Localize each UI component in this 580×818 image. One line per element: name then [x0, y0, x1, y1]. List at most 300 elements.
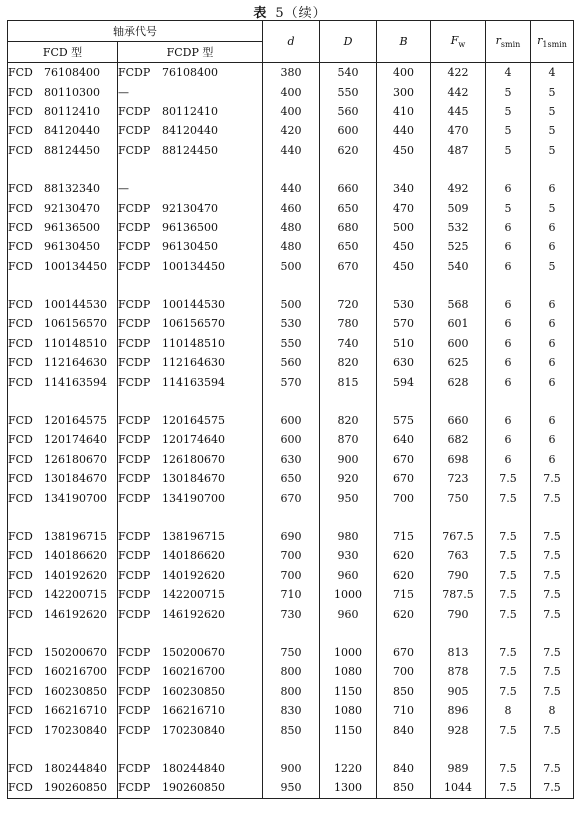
- table-row: [8, 488, 574, 507]
- rsmin-cell: 6: [486, 314, 531, 333]
- B-cell: 840: [377, 720, 431, 739]
- rsmin-cell: 5: [486, 102, 531, 121]
- fcdp-code-cell: FCDP 170230840: [118, 720, 263, 739]
- fcdp-code-cell: FCDP 84120440: [118, 121, 263, 140]
- B-cell: 640: [377, 430, 431, 449]
- fcd-code-cell: FCD 80110300: [8, 82, 118, 101]
- group-spacer: [8, 740, 574, 759]
- D-cell: 680: [320, 218, 377, 237]
- fcd-code-cell: FCD 190260850: [8, 778, 118, 798]
- D-cell: 1000: [320, 643, 377, 662]
- r1smin-cell: 6: [531, 450, 574, 469]
- rsmin-cell: 6: [486, 179, 531, 198]
- B-cell: 620: [377, 566, 431, 585]
- rsmin-cell: 6: [486, 372, 531, 391]
- Fw-cell: 525: [431, 237, 486, 256]
- table-row: [8, 218, 574, 237]
- B-cell: 450: [377, 237, 431, 256]
- d-cell: 480: [263, 237, 320, 256]
- B-cell: 620: [377, 546, 431, 565]
- d-cell: 850: [263, 720, 320, 739]
- fcdp-code-cell: FCDP 142200715: [118, 585, 263, 604]
- d-cell: 690: [263, 527, 320, 546]
- d-cell: 400: [263, 82, 320, 101]
- Fw-cell: 568: [431, 295, 486, 314]
- D-cell: 720: [320, 295, 377, 314]
- fcd-code-cell: FCD 126180670: [8, 450, 118, 469]
- Fw-cell: 660: [431, 411, 486, 430]
- fcdp-code-cell: FCDP 180244840: [118, 759, 263, 778]
- table-row: [8, 314, 574, 333]
- d-cell: 700: [263, 566, 320, 585]
- table-row: [8, 63, 574, 83]
- fcdp-code-cell: FCDP 134190700: [118, 488, 263, 507]
- rsmin-cell: 5: [486, 82, 531, 101]
- fcd-code-cell: FCD 110148510: [8, 334, 118, 353]
- B-cell: 670: [377, 643, 431, 662]
- fcdp-code-cell: FCDP 160230850: [118, 682, 263, 701]
- table-row: [8, 121, 574, 140]
- fcdp-code-cell: FCDP 106156570: [118, 314, 263, 333]
- d-cell: 500: [263, 295, 320, 314]
- Fw-cell: 928: [431, 720, 486, 739]
- B-cell: 620: [377, 604, 431, 623]
- fcdp-code-cell: FCDP 80112410: [118, 102, 263, 121]
- fcdp-code-cell: FCDP 160216700: [118, 662, 263, 681]
- fcd-code-cell: FCD 180244840: [8, 759, 118, 778]
- Fw-cell: 698: [431, 450, 486, 469]
- header-Fw: $F_w$: [431, 21, 486, 63]
- fcd-code-cell: FCD 142200715: [8, 585, 118, 604]
- table-row: [8, 102, 574, 121]
- Fw-cell: 790: [431, 566, 486, 585]
- d-cell: 460: [263, 198, 320, 217]
- Fw-cell: 442: [431, 82, 486, 101]
- table-row: [8, 237, 574, 256]
- fcd-code-cell: FCD 76108400: [8, 63, 118, 83]
- D-cell: 650: [320, 237, 377, 256]
- Fw-cell: 487: [431, 141, 486, 160]
- table-row: [8, 295, 574, 314]
- Fw-cell: 767.5: [431, 527, 486, 546]
- r1smin-cell: 5: [531, 102, 574, 121]
- rsmin-cell: 7.5: [486, 643, 531, 662]
- header-rsmin: $r_{smin}$: [486, 21, 531, 63]
- d-cell: 830: [263, 701, 320, 720]
- D-cell: 870: [320, 430, 377, 449]
- r1smin-cell: 7.5: [531, 682, 574, 701]
- r1smin-cell: 6: [531, 334, 574, 353]
- d-cell: 800: [263, 682, 320, 701]
- rsmin-cell: 7.5: [486, 566, 531, 585]
- fcd-code-cell: FCD 120174640: [8, 430, 118, 449]
- fcd-code-cell: FCD 160230850: [8, 682, 118, 701]
- header-bearing-code: 轴承代号: [8, 21, 263, 42]
- r1smin-cell: 4: [531, 63, 574, 83]
- D-cell: 920: [320, 469, 377, 488]
- D-cell: 560: [320, 102, 377, 121]
- table-row: [8, 604, 574, 623]
- d-cell: 730: [263, 604, 320, 623]
- d-cell: 630: [263, 450, 320, 469]
- rsmin-cell: 7.5: [486, 759, 531, 778]
- r1smin-cell: 5: [531, 82, 574, 101]
- D-cell: 815: [320, 372, 377, 391]
- r1smin-cell: 7.5: [531, 488, 574, 507]
- fcdp-code-cell: FCDP 112164630: [118, 353, 263, 372]
- d-cell: 420: [263, 121, 320, 140]
- fcdp-code-cell: FCDP 138196715: [118, 527, 263, 546]
- B-cell: 500: [377, 218, 431, 237]
- fcd-code-cell: FCD 96136500: [8, 218, 118, 237]
- B-cell: 715: [377, 585, 431, 604]
- fcd-code-cell: FCD 150200670: [8, 643, 118, 662]
- rsmin-cell: 6: [486, 411, 531, 430]
- Fw-cell: 509: [431, 198, 486, 217]
- rsmin-cell: 6: [486, 257, 531, 276]
- D-cell: 820: [320, 411, 377, 430]
- r1smin-cell: 7.5: [531, 643, 574, 662]
- Fw-cell: 600: [431, 334, 486, 353]
- r1smin-cell: 6: [531, 314, 574, 333]
- d-cell: 400: [263, 102, 320, 121]
- fcdp-code-cell: —: [118, 82, 263, 101]
- D-cell: 980: [320, 527, 377, 546]
- r1smin-cell: 7.5: [531, 720, 574, 739]
- rsmin-cell: 7.5: [486, 488, 531, 507]
- rsmin-cell: 6: [486, 237, 531, 256]
- Fw-cell: 878: [431, 662, 486, 681]
- D-cell: 960: [320, 604, 377, 623]
- r1smin-cell: 7.5: [531, 469, 574, 488]
- d-cell: 570: [263, 372, 320, 391]
- r1smin-cell: 6: [531, 372, 574, 391]
- Fw-cell: 790: [431, 604, 486, 623]
- fcd-code-cell: FCD 88132340: [8, 179, 118, 198]
- header-r1smin: $r_{1smin}$: [531, 21, 574, 63]
- table-row: [8, 585, 574, 604]
- r1smin-cell: 5: [531, 121, 574, 140]
- D-cell: 1150: [320, 720, 377, 739]
- fcdp-code-cell: FCDP 120174640: [118, 430, 263, 449]
- r1smin-cell: 6: [531, 430, 574, 449]
- D-cell: 540: [320, 63, 377, 83]
- B-cell: 670: [377, 469, 431, 488]
- fcd-code-cell: FCD 140186620: [8, 546, 118, 565]
- d-cell: 750: [263, 643, 320, 662]
- r1smin-cell: 7.5: [531, 778, 574, 798]
- Fw-cell: 625: [431, 353, 486, 372]
- D-cell: 660: [320, 179, 377, 198]
- Fw-cell: 989: [431, 759, 486, 778]
- d-cell: 650: [263, 469, 320, 488]
- fcdp-code-cell: FCDP 140192620: [118, 566, 263, 585]
- fcdp-code-cell: FCDP 96136500: [118, 218, 263, 237]
- rsmin-cell: 6: [486, 218, 531, 237]
- Fw-cell: 445: [431, 102, 486, 121]
- d-cell: 480: [263, 218, 320, 237]
- B-cell: 440: [377, 121, 431, 140]
- table-body: [8, 63, 574, 799]
- Fw-cell: 813: [431, 643, 486, 662]
- Fw-cell: 763: [431, 546, 486, 565]
- fcd-code-cell: FCD 100144530: [8, 295, 118, 314]
- rsmin-cell: 7.5: [486, 604, 531, 623]
- d-cell: 550: [263, 334, 320, 353]
- r1smin-cell: 7.5: [531, 759, 574, 778]
- B-cell: 594: [377, 372, 431, 391]
- fcdp-code-cell: FCDP 140186620: [118, 546, 263, 565]
- B-cell: 850: [377, 682, 431, 701]
- r1smin-cell: 7.5: [531, 566, 574, 585]
- D-cell: 820: [320, 353, 377, 372]
- table-row: [8, 643, 574, 662]
- d-cell: 560: [263, 353, 320, 372]
- fcd-code-cell: FCD 106156570: [8, 314, 118, 333]
- fcd-code-cell: FCD 120164575: [8, 411, 118, 430]
- Fw-cell: 682: [431, 430, 486, 449]
- B-cell: 470: [377, 198, 431, 217]
- fcd-code-cell: FCD 88124450: [8, 141, 118, 160]
- table-row: [8, 682, 574, 701]
- table-title-text: 5（续）: [275, 6, 327, 21]
- r1smin-cell: 8: [531, 701, 574, 720]
- D-cell: 600: [320, 121, 377, 140]
- group-spacer: [8, 392, 574, 411]
- r1smin-cell: 6: [531, 295, 574, 314]
- group-spacer: [8, 508, 574, 527]
- fcdp-code-cell: FCDP 114163594: [118, 372, 263, 391]
- fcd-code-cell: FCD 160216700: [8, 662, 118, 681]
- Fw-cell: 628: [431, 372, 486, 391]
- rsmin-cell: 8: [486, 701, 531, 720]
- Fw-cell: 422: [431, 63, 486, 83]
- fcdp-code-cell: FCDP 92130470: [118, 198, 263, 217]
- fcdp-code-cell: FCDP 88124450: [118, 141, 263, 160]
- r1smin-cell: 7.5: [531, 585, 574, 604]
- D-cell: 780: [320, 314, 377, 333]
- B-cell: 715: [377, 527, 431, 546]
- fcd-code-cell: FCD 170230840: [8, 720, 118, 739]
- table-row: [8, 198, 574, 217]
- rsmin-cell: 6: [486, 295, 531, 314]
- D-cell: 1080: [320, 701, 377, 720]
- B-cell: 410: [377, 102, 431, 121]
- fcd-code-cell: FCD 112164630: [8, 353, 118, 372]
- fcdp-code-cell: FCDP 100134450: [118, 257, 263, 276]
- Fw-cell: 540: [431, 257, 486, 276]
- d-cell: 380: [263, 63, 320, 83]
- table-row: [8, 353, 574, 372]
- rsmin-cell: 7.5: [486, 720, 531, 739]
- Fw-cell: 1044: [431, 778, 486, 798]
- Fw-cell: 905: [431, 682, 486, 701]
- table-row: [8, 257, 574, 276]
- d-cell: 670: [263, 488, 320, 507]
- table-title-label: 表: [253, 6, 268, 21]
- D-cell: 900: [320, 450, 377, 469]
- rsmin-cell: 5: [486, 198, 531, 217]
- r1smin-cell: 7.5: [531, 527, 574, 546]
- r1smin-cell: 5: [531, 257, 574, 276]
- D-cell: 930: [320, 546, 377, 565]
- d-cell: 600: [263, 411, 320, 430]
- rsmin-cell: 7.5: [486, 682, 531, 701]
- B-cell: 700: [377, 662, 431, 681]
- header-B: B: [377, 21, 431, 63]
- B-cell: 570: [377, 314, 431, 333]
- table-row: [8, 546, 574, 565]
- r1smin-cell: 5: [531, 198, 574, 217]
- table-row: [8, 778, 574, 798]
- fcdp-code-cell: FCDP 146192620: [118, 604, 263, 623]
- B-cell: 400: [377, 63, 431, 83]
- D-cell: 1080: [320, 662, 377, 681]
- fcd-code-cell: FCD 84120440: [8, 121, 118, 140]
- d-cell: 530: [263, 314, 320, 333]
- D-cell: 1220: [320, 759, 377, 778]
- Fw-cell: 723: [431, 469, 486, 488]
- fcd-code-cell: FCD 114163594: [8, 372, 118, 391]
- r1smin-cell: 5: [531, 141, 574, 160]
- D-cell: 670: [320, 257, 377, 276]
- header-fcdp-type: FCDP 型: [118, 42, 263, 63]
- B-cell: 700: [377, 488, 431, 507]
- table-row: [8, 372, 574, 391]
- rsmin-cell: 7.5: [486, 527, 531, 546]
- Fw-cell: 896: [431, 701, 486, 720]
- B-cell: 300: [377, 82, 431, 101]
- table-row: [8, 411, 574, 430]
- rsmin-cell: 6: [486, 430, 531, 449]
- fcdp-code-cell: FCDP 130184670: [118, 469, 263, 488]
- table-title: [0, 2, 580, 21]
- Fw-cell: 750: [431, 488, 486, 507]
- r1smin-cell: 7.5: [531, 604, 574, 623]
- r1smin-cell: 6: [531, 179, 574, 198]
- d-cell: 710: [263, 585, 320, 604]
- D-cell: 960: [320, 566, 377, 585]
- rsmin-cell: 4: [486, 63, 531, 83]
- B-cell: 630: [377, 353, 431, 372]
- header-D: D: [320, 21, 377, 63]
- d-cell: 440: [263, 179, 320, 198]
- group-spacer: [8, 160, 574, 179]
- Fw-cell: 601: [431, 314, 486, 333]
- r1smin-cell: 7.5: [531, 662, 574, 681]
- D-cell: 950: [320, 488, 377, 507]
- group-spacer: [8, 276, 574, 295]
- table-row: [8, 566, 574, 585]
- table-row: [8, 759, 574, 778]
- fcd-code-cell: FCD 92130470: [8, 198, 118, 217]
- B-cell: 710: [377, 701, 431, 720]
- B-cell: 670: [377, 450, 431, 469]
- rsmin-cell: 6: [486, 353, 531, 372]
- table-row: [8, 334, 574, 353]
- r1smin-cell: 6: [531, 353, 574, 372]
- table-row: [8, 450, 574, 469]
- rsmin-cell: 7.5: [486, 778, 531, 798]
- d-cell: 950: [263, 778, 320, 798]
- fcd-code-cell: FCD 80112410: [8, 102, 118, 121]
- fcdp-code-cell: FCDP 96130450: [118, 237, 263, 256]
- r1smin-cell: 6: [531, 218, 574, 237]
- r1smin-cell: 6: [531, 411, 574, 430]
- fcd-code-cell: FCD 130184670: [8, 469, 118, 488]
- fcdp-code-cell: FCDP 166216710: [118, 701, 263, 720]
- table-row: [8, 662, 574, 681]
- B-cell: 450: [377, 141, 431, 160]
- table-row: [8, 141, 574, 160]
- rsmin-cell: 7.5: [486, 469, 531, 488]
- B-cell: 575: [377, 411, 431, 430]
- bearing-table: [7, 20, 574, 799]
- D-cell: 740: [320, 334, 377, 353]
- table-row: [8, 720, 574, 739]
- table-row: [8, 469, 574, 488]
- d-cell: 440: [263, 141, 320, 160]
- rsmin-cell: 7.5: [486, 585, 531, 604]
- D-cell: 1300: [320, 778, 377, 798]
- B-cell: 340: [377, 179, 431, 198]
- rsmin-cell: 7.5: [486, 662, 531, 681]
- d-cell: 700: [263, 546, 320, 565]
- fcd-code-cell: FCD 100134450: [8, 257, 118, 276]
- fcdp-code-cell: FCDP 190260850: [118, 778, 263, 798]
- fcd-code-cell: FCD 96130450: [8, 237, 118, 256]
- D-cell: 550: [320, 82, 377, 101]
- B-cell: 530: [377, 295, 431, 314]
- Fw-cell: 532: [431, 218, 486, 237]
- fcd-code-cell: FCD 166216710: [8, 701, 118, 720]
- D-cell: 620: [320, 141, 377, 160]
- r1smin-cell: 7.5: [531, 546, 574, 565]
- fcdp-code-cell: FCDP 150200670: [118, 643, 263, 662]
- rsmin-cell: 6: [486, 334, 531, 353]
- d-cell: 600: [263, 430, 320, 449]
- rsmin-cell: 5: [486, 121, 531, 140]
- B-cell: 850: [377, 778, 431, 798]
- fcdp-code-cell: FCDP 126180670: [118, 450, 263, 469]
- fcdp-code-cell: FCDP 110148510: [118, 334, 263, 353]
- fcdp-code-cell: FCDP 76108400: [118, 63, 263, 83]
- r1smin-cell: 6: [531, 237, 574, 256]
- d-cell: 500: [263, 257, 320, 276]
- header-fcd-type: FCD 型: [8, 42, 118, 63]
- d-cell: 800: [263, 662, 320, 681]
- table-row: [8, 179, 574, 198]
- table-row: [8, 430, 574, 449]
- fcdp-code-cell: FCDP 100144530: [118, 295, 263, 314]
- D-cell: 1150: [320, 682, 377, 701]
- table-row: [8, 82, 574, 101]
- Fw-cell: 470: [431, 121, 486, 140]
- table-row: [8, 527, 574, 546]
- table-row: [8, 701, 574, 720]
- group-spacer: [8, 624, 574, 643]
- rsmin-cell: 7.5: [486, 546, 531, 565]
- fcdp-code-cell: —: [118, 179, 263, 198]
- header-d: d: [263, 21, 320, 63]
- fcd-code-cell: FCD 134190700: [8, 488, 118, 507]
- B-cell: 510: [377, 334, 431, 353]
- rsmin-cell: 5: [486, 141, 531, 160]
- d-cell: 900: [263, 759, 320, 778]
- fcd-code-cell: FCD 146192620: [8, 604, 118, 623]
- D-cell: 1000: [320, 585, 377, 604]
- B-cell: 840: [377, 759, 431, 778]
